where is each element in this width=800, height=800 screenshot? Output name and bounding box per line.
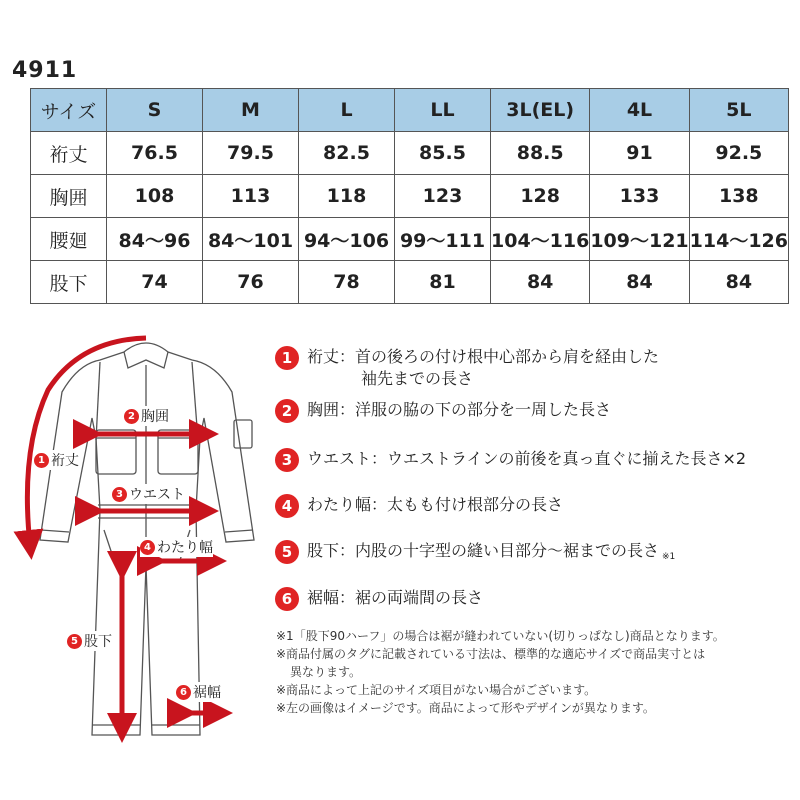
table-row — [31, 261, 789, 304]
note-line: ※1「股下90ハーフ」の場合は裾が縫われていない(切りっぱなし)商品となります。 — [276, 629, 725, 643]
table-cell: 92.5 — [689, 132, 788, 175]
waist-diagram-label: 3 ウエスト — [112, 484, 185, 504]
table-cell: 76 — [203, 261, 299, 304]
legend-footnote-mark: ※1 — [662, 552, 676, 562]
table-cell: 138 — [689, 175, 788, 218]
table-cell: 84 — [590, 261, 689, 304]
table-cell: 109〜121 — [590, 218, 689, 261]
thigh-diagram-label: 4 わたり幅 — [140, 537, 213, 557]
model-number: 4911 — [12, 58, 78, 83]
legend-item — [275, 494, 563, 518]
legend-number-badge: 3 — [275, 448, 299, 472]
note-line: ※商品によって上記のサイズ項目がない場合がございます。 — [276, 683, 597, 697]
size-column-header: M — [203, 89, 299, 132]
legend-text-continued: 袖先までの長さ — [361, 369, 474, 388]
table-cell: 76.5 — [107, 132, 203, 175]
legend-number-badge: 6 — [275, 587, 299, 611]
legend-item — [275, 346, 659, 390]
table-cell: 84 — [491, 261, 590, 304]
note-line: 異なります。 — [290, 665, 362, 679]
table-cell: 94〜106 — [299, 218, 395, 261]
coverall-diagram — [0, 330, 270, 800]
table-cell: 85.5 — [395, 132, 491, 175]
legend-item — [275, 399, 611, 423]
size-column-header: 5L — [689, 89, 788, 132]
table-row — [31, 218, 789, 261]
table-cell: 78 — [299, 261, 395, 304]
table-cell: 84〜96 — [107, 218, 203, 261]
table-cell: 74 — [107, 261, 203, 304]
table-cell: 133 — [590, 175, 689, 218]
legend-text: 股下：内股の十字型の縫い目部分〜裾までの長さ — [307, 541, 660, 560]
legend-item — [275, 448, 746, 472]
size-header-label: サイズ — [31, 89, 107, 132]
table-cell: 108 — [107, 175, 203, 218]
legend-item — [275, 587, 483, 611]
legend-number-badge: 1 — [275, 346, 299, 370]
size-column-header: 3L(EL) — [491, 89, 590, 132]
legend-item — [275, 540, 675, 568]
table-cell: 84〜101 — [203, 218, 299, 261]
table-cell: 88.5 — [491, 132, 590, 175]
chest-diagram-label: 2 胸囲 — [124, 406, 169, 426]
table-row — [31, 132, 789, 175]
table-cell: 81 — [395, 261, 491, 304]
legend-text: わたり幅：太もも付け根部分の長さ — [307, 495, 564, 514]
size-header-row — [31, 89, 789, 132]
note-line: ※左の画像はイメージです。商品によって形やデザインが異なります。 — [276, 701, 655, 715]
legend-text: 裄丈：首の後ろの付け根中心部から肩を経由した — [307, 347, 660, 366]
legend-number-badge: 2 — [275, 399, 299, 423]
legend-text: ウエスト：ウエストラインの前後を真っ直ぐに揃えた長さ×2 — [307, 449, 747, 468]
yuki-diagram-label: 1 裄丈 — [34, 450, 79, 470]
table-cell: 118 — [299, 175, 395, 218]
notes — [276, 627, 725, 717]
legend-text: 胸囲：洋服の脇の下の部分を一周した長さ — [307, 400, 612, 419]
table-cell: 99〜111 — [395, 218, 491, 261]
table-cell: 123 — [395, 175, 491, 218]
size-column-header: 4L — [590, 89, 689, 132]
size-column-header: L — [299, 89, 395, 132]
yuki-arrow — [27, 338, 146, 545]
row-label: 腰廻 — [31, 218, 107, 261]
row-label: 胸囲 — [31, 175, 107, 218]
size-column-header: S — [107, 89, 203, 132]
table-cell: 91 — [590, 132, 689, 175]
size-table — [30, 88, 789, 304]
legend-number-badge: 4 — [275, 494, 299, 518]
table-row — [31, 175, 789, 218]
table-cell: 114〜126 — [689, 218, 788, 261]
table-cell: 82.5 — [299, 132, 395, 175]
table-cell: 79.5 — [203, 132, 299, 175]
row-label: 股下 — [31, 261, 107, 304]
inseam-diagram-label: 5 股下 — [67, 631, 112, 651]
legend-number-badge: 5 — [275, 540, 299, 564]
hem-diagram-label: 6 裾幅 — [176, 682, 221, 702]
legend-text: 裾幅：裾の両端間の長さ — [307, 588, 484, 607]
size-column-header: LL — [395, 89, 491, 132]
table-cell: 128 — [491, 175, 590, 218]
row-label: 裄丈 — [31, 132, 107, 175]
table-cell: 104〜116 — [491, 218, 590, 261]
note-line: ※商品付属のタグに記載されている寸法は、標準的な適応サイズで商品実寸とは — [276, 647, 706, 661]
table-cell: 84 — [689, 261, 788, 304]
table-cell: 113 — [203, 175, 299, 218]
